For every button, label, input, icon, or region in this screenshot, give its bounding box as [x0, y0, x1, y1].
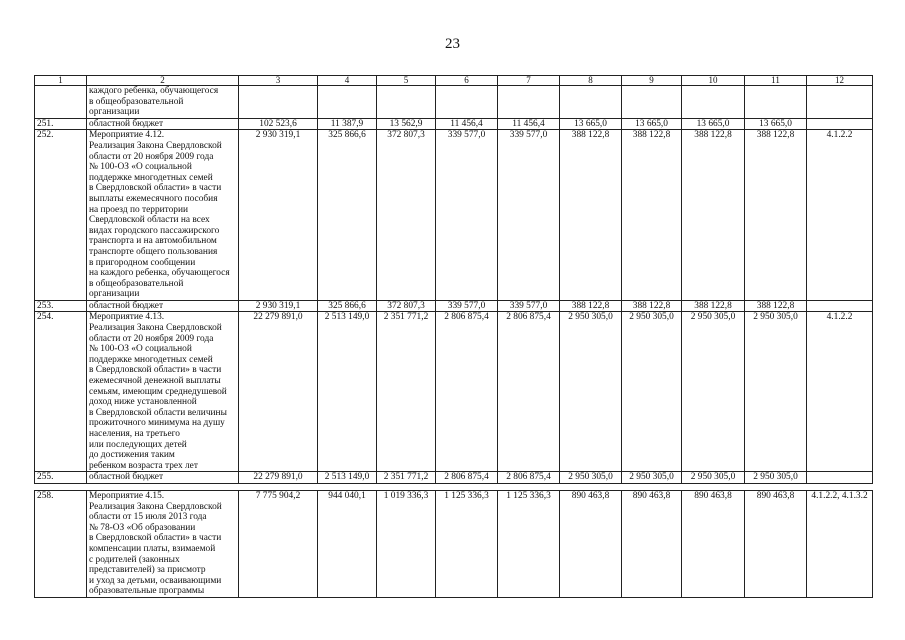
row-description: Мероприятие 4.13. Реализация Закона Свердловской области от 20 ноября 2009 года № 100-ОЗ «О социальной поддержке многодетных семей в Свердловской области» в части ежемесячной денежной выплаты семьям, имеющим среднедушевой доход ниже установленной в Свердловской области величины прожиточного минимума на душу населения, на третьего или последующих детей до достижения таким ребенком возраста трех лет	[87, 312, 239, 472]
column-header: 6	[436, 76, 498, 86]
value-cell: 13 665,0	[560, 118, 622, 130]
value-cell: 388 122,8	[622, 300, 682, 312]
row-number: 255.	[35, 472, 87, 484]
value-cell: 890 463,8	[622, 490, 682, 597]
value-cell: 2 950 305,0	[560, 312, 622, 472]
value-cell: 1 125 336,3	[498, 490, 560, 597]
value-cell: 2 806 875,4	[498, 312, 560, 472]
value-cell: 2 950 305,0	[560, 472, 622, 484]
target-code: 4.1.2.2	[807, 312, 873, 472]
value-cell: 388 122,8	[745, 130, 807, 301]
value-cell: 13 665,0	[682, 118, 745, 130]
value-cell	[560, 86, 622, 119]
target-code: 4.1.2.2	[807, 130, 873, 301]
row-number: 252.	[35, 130, 87, 301]
value-cell: 388 122,8	[560, 130, 622, 301]
value-cell: 325 866,6	[318, 130, 377, 301]
table-gap	[35, 483, 873, 490]
table-gap-cell	[35, 483, 873, 490]
value-cell: 372 807,3	[377, 300, 436, 312]
value-cell: 2 806 875,4	[436, 312, 498, 472]
value-cell: 388 122,8	[622, 130, 682, 301]
value-cell	[318, 86, 377, 119]
table-row	[35, 472, 873, 484]
value-cell: 372 807,3	[377, 130, 436, 301]
value-cell: 13 665,0	[622, 118, 682, 130]
column-header: 5	[377, 76, 436, 86]
value-cell	[682, 86, 745, 119]
column-header: 2	[87, 76, 239, 86]
column-header: 7	[498, 76, 560, 86]
value-cell: 325 866,6	[318, 300, 377, 312]
value-cell	[622, 86, 682, 119]
value-cell	[377, 86, 436, 119]
row-number: 251.	[35, 118, 87, 130]
column-header: 3	[239, 76, 318, 86]
value-cell: 339 577,0	[498, 130, 560, 301]
row-number: 258.	[35, 490, 87, 597]
value-cell: 2 806 875,4	[436, 472, 498, 484]
value-cell: 944 040,1	[318, 490, 377, 597]
row-description: областной бюджет	[87, 118, 239, 130]
column-header: 11	[745, 76, 807, 86]
value-cell: 339 577,0	[498, 300, 560, 312]
target-code	[807, 300, 873, 312]
value-cell: 1 125 336,3	[436, 490, 498, 597]
value-cell: 339 577,0	[436, 130, 498, 301]
value-cell: 2 351 771,2	[377, 472, 436, 484]
table-row	[35, 118, 873, 130]
value-cell: 2 930 319,1	[239, 300, 318, 312]
target-code	[807, 472, 873, 484]
value-cell: 2 950 305,0	[682, 472, 745, 484]
value-cell	[436, 86, 498, 119]
table-row	[35, 130, 873, 301]
value-cell: 2 950 305,0	[745, 312, 807, 472]
value-cell: 388 122,8	[682, 300, 745, 312]
value-cell: 7 775 904,2	[239, 490, 318, 597]
row-description: областной бюджет	[87, 472, 239, 484]
table-row	[35, 86, 873, 119]
value-cell: 11 456,4	[498, 118, 560, 130]
column-header: 12	[807, 76, 873, 86]
row-description: Мероприятие 4.12. Реализация Закона Свердловской области от 20 ноября 2009 года № 100-ОЗ «О социальной поддержке многодетных семей в Свердловской области» в части выплаты ежемесячного пособия на проезд по территории Свердловской области на всех видах городского пассажирского транспорта и на автомобильном транспорте общего пользования в пригородном сообщении на каждого ребенка, обучающегося в общеобразовательной организации	[87, 130, 239, 301]
column-header: 8	[560, 76, 622, 86]
value-cell	[239, 86, 318, 119]
table-row	[35, 312, 873, 472]
value-cell: 22 279 891,0	[239, 312, 318, 472]
row-description: Мероприятие 4.15. Реализация Закона Свердловской области от 15 июля 2013 года № 78-ОЗ «Об образовании в Свердловской области» в части компенсации платы, взимаемой с родителей (законных представителей) за присмотр и уход за детьми, осваивающими образовательные программы	[87, 490, 239, 597]
column-header: 10	[682, 76, 745, 86]
value-cell: 890 463,8	[745, 490, 807, 597]
table-row	[35, 300, 873, 312]
value-cell	[498, 86, 560, 119]
value-cell: 2 950 305,0	[745, 472, 807, 484]
value-cell: 1 019 336,3	[377, 490, 436, 597]
value-cell: 2 950 305,0	[622, 312, 682, 472]
value-cell	[745, 86, 807, 119]
table-row	[35, 490, 873, 597]
page-number: 23	[445, 36, 460, 52]
value-cell: 11 387,9	[318, 118, 377, 130]
row-description: областной бюджет	[87, 300, 239, 312]
column-header: 9	[622, 76, 682, 86]
target-code	[807, 118, 873, 130]
value-cell: 890 463,8	[682, 490, 745, 597]
value-cell: 13 562,9	[377, 118, 436, 130]
column-header: 4	[318, 76, 377, 86]
value-cell: 2 513 149,0	[318, 472, 377, 484]
value-cell: 2 351 771,2	[377, 312, 436, 472]
row-number: 253.	[35, 300, 87, 312]
target-code	[807, 86, 873, 119]
value-cell: 2 806 875,4	[498, 472, 560, 484]
column-header: 1	[35, 76, 87, 86]
value-cell: 11 456,4	[436, 118, 498, 130]
value-cell: 13 665,0	[745, 118, 807, 130]
value-cell: 2 950 305,0	[622, 472, 682, 484]
row-description: каждого ребенка, обучающегося в общеобразовательной организации	[87, 86, 239, 119]
value-cell: 388 122,8	[560, 300, 622, 312]
budget-table	[34, 75, 873, 598]
value-cell: 2 950 305,0	[682, 312, 745, 472]
table-header-row	[35, 76, 873, 86]
value-cell: 339 577,0	[436, 300, 498, 312]
value-cell: 388 122,8	[745, 300, 807, 312]
value-cell: 102 523,6	[239, 118, 318, 130]
value-cell: 22 279 891,0	[239, 472, 318, 484]
table-body	[35, 76, 873, 598]
value-cell: 2 513 149,0	[318, 312, 377, 472]
target-code: 4.1.2.2, 4.1.3.2	[807, 490, 873, 597]
value-cell: 890 463,8	[560, 490, 622, 597]
value-cell: 2 930 319,1	[239, 130, 318, 301]
value-cell: 388 122,8	[682, 130, 745, 301]
row-number	[35, 86, 87, 119]
row-number: 254.	[35, 312, 87, 472]
